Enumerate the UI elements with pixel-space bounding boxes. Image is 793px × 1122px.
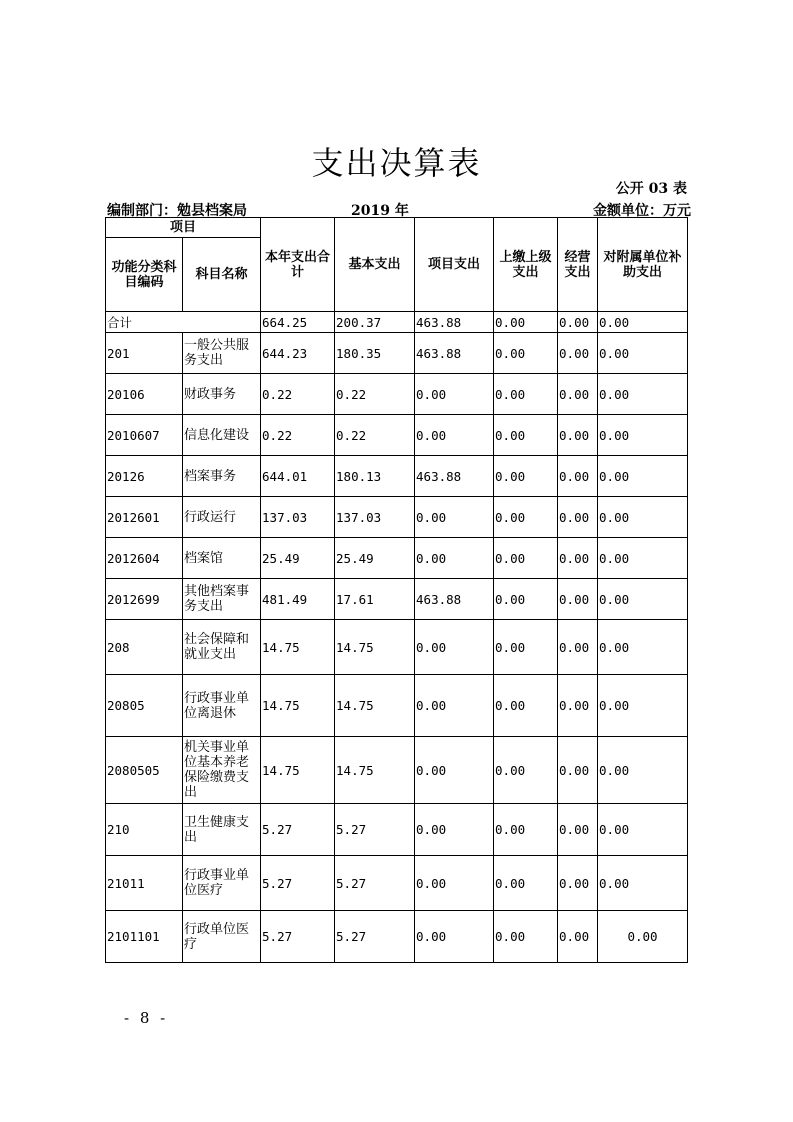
row-operating: 0.00 <box>558 804 598 856</box>
row-code: 2101101 <box>106 911 183 963</box>
row-code: 20805 <box>106 675 183 737</box>
row-upper: 0.00 <box>494 620 558 675</box>
row-upper: 0.00 <box>494 538 558 579</box>
total-upper: 0.00 <box>494 312 558 333</box>
row-total: 5.27 <box>261 804 335 856</box>
row-name: 卫生健康支出 <box>183 804 261 856</box>
header-upper: 上缴上级支出 <box>494 218 558 312</box>
row-subsidy: 0.00 <box>598 374 688 415</box>
table-row <box>106 856 688 911</box>
row-subsidy: 0.00 <box>598 579 688 620</box>
row-name: 一般公共服务支出 <box>183 333 261 374</box>
row-subsidy: 0.00 <box>598 333 688 374</box>
row-subsidy: 0.00 <box>598 675 688 737</box>
row-project: 0.00 <box>415 538 494 579</box>
row-name: 行政事业单位医疗 <box>183 856 261 911</box>
row-code: 20106 <box>106 374 183 415</box>
row-operating: 0.00 <box>558 374 598 415</box>
row-code: 21011 <box>106 856 183 911</box>
row-project: 0.00 <box>415 737 494 804</box>
row-basic: 17.61 <box>335 579 415 620</box>
total-subsidy: 0.00 <box>598 312 688 333</box>
row-project: 463.88 <box>415 579 494 620</box>
table-row <box>106 804 688 856</box>
table-row <box>106 911 688 963</box>
row-upper: 0.00 <box>494 911 558 963</box>
table-row <box>106 538 688 579</box>
fiscal-year: 2019 年 <box>351 203 409 219</box>
row-code: 2080505 <box>106 737 183 804</box>
row-name: 其他档案事务支出 <box>183 579 261 620</box>
total-label: 合计 <box>106 312 261 333</box>
row-subsidy: 0.00 <box>598 538 688 579</box>
row-name: 档案事务 <box>183 456 261 497</box>
table-row <box>106 497 688 538</box>
header-code: 功能分类科目编码 <box>106 238 183 312</box>
header-basic: 基本支出 <box>335 218 415 312</box>
row-total: 14.75 <box>261 737 335 804</box>
row-upper: 0.00 <box>494 497 558 538</box>
row-code: 2012601 <box>106 497 183 538</box>
row-project: 0.00 <box>415 620 494 675</box>
row-total: 14.75 <box>261 620 335 675</box>
row-upper: 0.00 <box>494 456 558 497</box>
row-project: 0.00 <box>415 911 494 963</box>
row-operating: 0.00 <box>558 456 598 497</box>
table-row <box>106 374 688 415</box>
row-operating: 0.00 <box>558 911 598 963</box>
row-total: 5.27 <box>261 911 335 963</box>
row-upper: 0.00 <box>494 737 558 804</box>
row-operating: 0.00 <box>558 333 598 374</box>
row-total: 137.03 <box>261 497 335 538</box>
row-basic: 180.35 <box>335 333 415 374</box>
row-subsidy: 0.00 <box>598 415 688 456</box>
row-subsidy: 0.00 <box>598 456 688 497</box>
row-total: 25.49 <box>261 538 335 579</box>
row-basic: 0.22 <box>335 415 415 456</box>
compiling-department: 编制部门：勉县档案局 <box>107 203 247 219</box>
row-project: 463.88 <box>415 333 494 374</box>
expenditure-table <box>105 217 688 963</box>
row-operating: 0.00 <box>558 620 598 675</box>
row-subsidy: 0.00 <box>598 804 688 856</box>
total-total: 664.25 <box>261 312 335 333</box>
table-row <box>106 675 688 737</box>
form-number: 公开 03 表 <box>615 181 687 197</box>
table-row <box>106 579 688 620</box>
row-code: 208 <box>106 620 183 675</box>
page-number: - 8 - <box>124 1009 169 1027</box>
header-project: 项目支出 <box>415 218 494 312</box>
row-code: 2012699 <box>106 579 183 620</box>
row-basic: 137.03 <box>335 497 415 538</box>
table-row <box>106 456 688 497</box>
table-row <box>106 620 688 675</box>
row-name: 行政运行 <box>183 497 261 538</box>
page-title: 支出决算表 <box>311 144 482 182</box>
header-total: 本年支出合计 <box>261 218 335 312</box>
row-project: 0.00 <box>415 856 494 911</box>
row-subsidy: 0.00 <box>598 856 688 911</box>
row-code: 20126 <box>106 456 183 497</box>
row-basic: 14.75 <box>335 737 415 804</box>
row-subsidy: 0.00 <box>598 911 688 963</box>
row-name: 财政事务 <box>183 374 261 415</box>
row-total: 0.22 <box>261 374 335 415</box>
row-project: 0.00 <box>415 415 494 456</box>
row-name: 档案馆 <box>183 538 261 579</box>
meta-row <box>105 200 689 218</box>
row-project: 0.00 <box>415 497 494 538</box>
row-operating: 0.00 <box>558 538 598 579</box>
row-basic: 180.13 <box>335 456 415 497</box>
row-upper: 0.00 <box>494 333 558 374</box>
row-subsidy: 0.00 <box>598 620 688 675</box>
row-name: 机关事业单位基本养老保险缴费支出 <box>183 737 261 804</box>
header-name: 科目名称 <box>183 238 261 312</box>
header-item: 项目 <box>106 218 261 238</box>
amount-unit: 金额单位：万元 <box>593 203 691 219</box>
header-subsidy: 对附属单位补助支出 <box>598 218 688 312</box>
row-basic: 5.27 <box>335 911 415 963</box>
header-operating: 经营支出 <box>558 218 598 312</box>
row-upper: 0.00 <box>494 856 558 911</box>
total-project: 463.88 <box>415 312 494 333</box>
row-upper: 0.00 <box>494 415 558 456</box>
row-operating: 0.00 <box>558 737 598 804</box>
row-subsidy: 0.00 <box>598 737 688 804</box>
row-total: 644.23 <box>261 333 335 374</box>
row-basic: 0.22 <box>335 374 415 415</box>
total-row <box>106 312 688 333</box>
row-subsidy: 0.00 <box>598 497 688 538</box>
row-project: 0.00 <box>415 675 494 737</box>
row-total: 481.49 <box>261 579 335 620</box>
row-operating: 0.00 <box>558 579 598 620</box>
row-total: 644.01 <box>261 456 335 497</box>
row-operating: 0.00 <box>558 675 598 737</box>
row-name: 行政单位医疗 <box>183 911 261 963</box>
row-code: 210 <box>106 804 183 856</box>
row-name: 信息化建设 <box>183 415 261 456</box>
row-code: 2010607 <box>106 415 183 456</box>
row-operating: 0.00 <box>558 856 598 911</box>
row-total: 0.22 <box>261 415 335 456</box>
row-basic: 14.75 <box>335 620 415 675</box>
row-project: 0.00 <box>415 804 494 856</box>
table-row <box>106 415 688 456</box>
row-operating: 0.00 <box>558 415 598 456</box>
row-upper: 0.00 <box>494 579 558 620</box>
table-row <box>106 737 688 804</box>
row-name: 行政事业单位离退休 <box>183 675 261 737</box>
row-basic: 25.49 <box>335 538 415 579</box>
row-total: 14.75 <box>261 675 335 737</box>
row-basic: 5.27 <box>335 856 415 911</box>
row-operating: 0.00 <box>558 497 598 538</box>
row-total: 5.27 <box>261 856 335 911</box>
row-upper: 0.00 <box>494 804 558 856</box>
row-upper: 0.00 <box>494 374 558 415</box>
row-code: 2012604 <box>106 538 183 579</box>
table-row <box>106 333 688 374</box>
row-basic: 5.27 <box>335 804 415 856</box>
total-basic: 200.37 <box>335 312 415 333</box>
row-name: 社会保障和就业支出 <box>183 620 261 675</box>
row-project: 0.00 <box>415 374 494 415</box>
row-basic: 14.75 <box>335 675 415 737</box>
row-project: 463.88 <box>415 456 494 497</box>
row-code: 201 <box>106 333 183 374</box>
total-operating: 0.00 <box>558 312 598 333</box>
row-upper: 0.00 <box>494 675 558 737</box>
